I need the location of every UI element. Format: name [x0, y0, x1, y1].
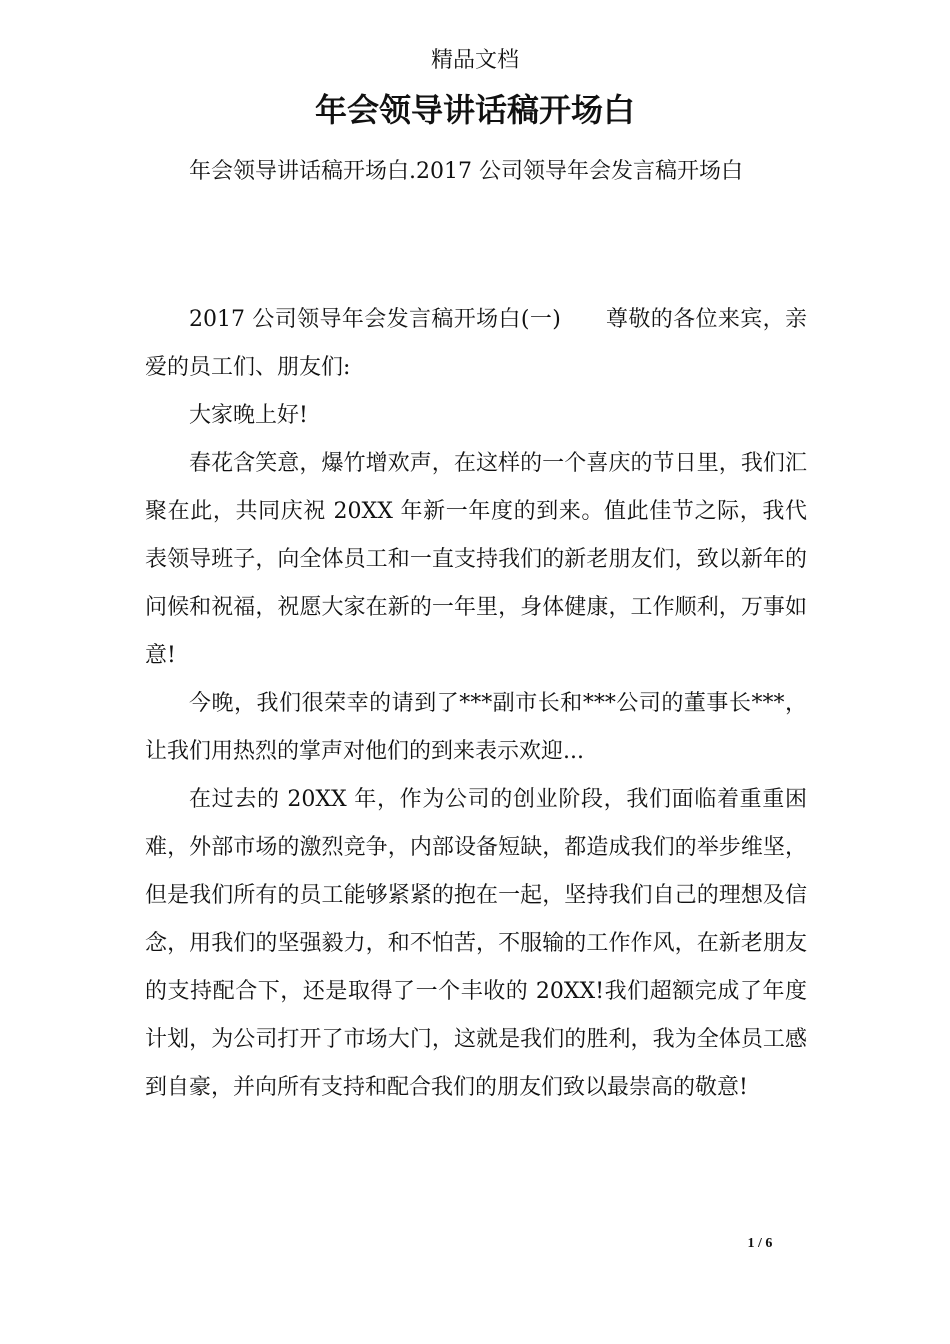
- paragraph-good-evening: 大家晚上好!: [189, 403, 308, 428]
- paragraph-year-review: 在过去的 20XX 年，作为公司的创业阶段，我们面临着重重困难，外部市场的激烈竞争，内部设备短缺，都造成我们的举步维坚，但是我们所有的员工能够紧紧的抱在一起，坚持我们自己的理想及信念，用我们的坚强毅力，和不怕苦，不服输的工作作风，在新老朋友的支持配合下，还是取得了一个丰收的 20XX!我们超额完成了年度计划，为公司打开了市场大门，这就是我们的胜利，我为全体员工感到自豪，并向所有支持和配合我们的朋友们致以最崇高的敬意!: [145, 787, 807, 1100]
- document-body: [145, 296, 807, 1112]
- page-number: 1 / 6: [747, 1236, 773, 1251]
- paragraph-new-year-wishes: 春花含笑意，爆竹增欢声，在这样的一个喜庆的节日里，我们汇聚在此，共同庆祝 20XX 年新一年度的到来。值此佳节之际，我代表领导班子，向全体员工和一直支持我们的新老朋友们，致以新年的问候和祝福，祝愿大家在新的一年里，身体健康，工作顺利，万事如意!: [145, 451, 807, 668]
- header-label: 精品文档: [430, 48, 519, 73]
- document-subtitle-block: [145, 148, 807, 196]
- paragraph-greeting-heading: 2017 公司领导年会发言稿开场白(一) 尊敬的各位来宾，亲爱的员工们、朋友们:: [145, 307, 807, 380]
- document-title: 年会领导讲话稿开场白: [314, 91, 635, 129]
- paragraph-guest-welcome: 今晚，我们很荣幸的请到了***副市长和***公司的董事长***，让我们用热烈的掌声对他们的到来表示欢迎...: [145, 691, 807, 764]
- document-subtitle: 年会领导讲话稿开场白.2017 公司领导年会发言稿开场白: [189, 159, 743, 184]
